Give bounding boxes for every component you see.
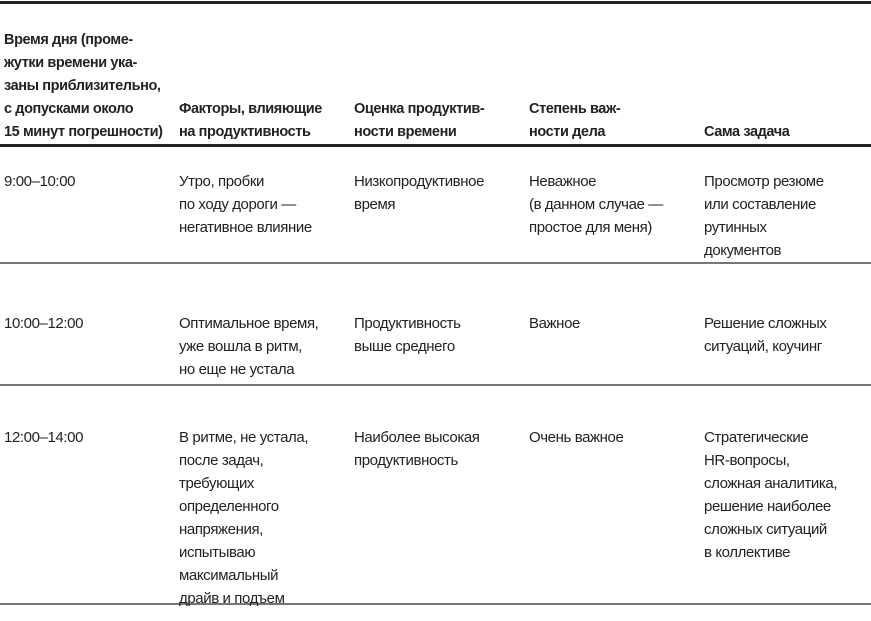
header-productivity: Оценка продуктив- ности времени	[354, 101, 485, 140]
cell-factors: Утро, пробки по ходу дороги — негативное влияние	[179, 173, 312, 236]
table-header-row	[0, 0, 871, 152]
header-factors: Факторы, влияющие на продуктивность	[179, 101, 322, 140]
cell-productivity: Низкопродуктивное время	[354, 173, 485, 213]
table-row	[0, 152, 871, 288]
cell-productivity: Наиболее высокая продуктивность	[354, 429, 480, 469]
cell-task: Стратегические HR-вопросы, сложная аналитика, решение наиболее сложных ситуаций в коллективе	[704, 429, 838, 561]
cell-task: Просмотр резюме или составление рутинных документов	[704, 173, 824, 259]
cell-time: 9:00–10:00	[4, 173, 76, 190]
table-row	[0, 412, 871, 621]
cell-importance: Очень важное	[529, 429, 624, 446]
cell-importance: Неважное (в данном случае — простое для меня)	[529, 173, 663, 236]
cell-productivity: Продуктивность выше среднего	[354, 315, 461, 355]
header-task: Сама задача	[704, 124, 790, 140]
cell-time: 10:00–12:00	[4, 315, 84, 332]
header-importance: Степень важ- ности дела	[529, 101, 621, 140]
cell-factors: Оптимальное время, уже вошла в ритм, но еще не устала	[179, 315, 319, 378]
table-row	[0, 288, 871, 412]
cell-factors: В ритме, не устала, после задач, требующих определенного напряжения, испытываю максимальный драйв и подъем	[179, 429, 309, 607]
header-time: Время дня (проме- жутки времени ука- заны приблизительно, с допусками около 15 минут погрешности)	[4, 32, 163, 140]
cell-time: 12:00–14:00	[4, 429, 84, 446]
cell-task: Решение сложных ситуаций, коучинг	[704, 315, 827, 355]
cell-importance: Важное	[529, 315, 580, 332]
